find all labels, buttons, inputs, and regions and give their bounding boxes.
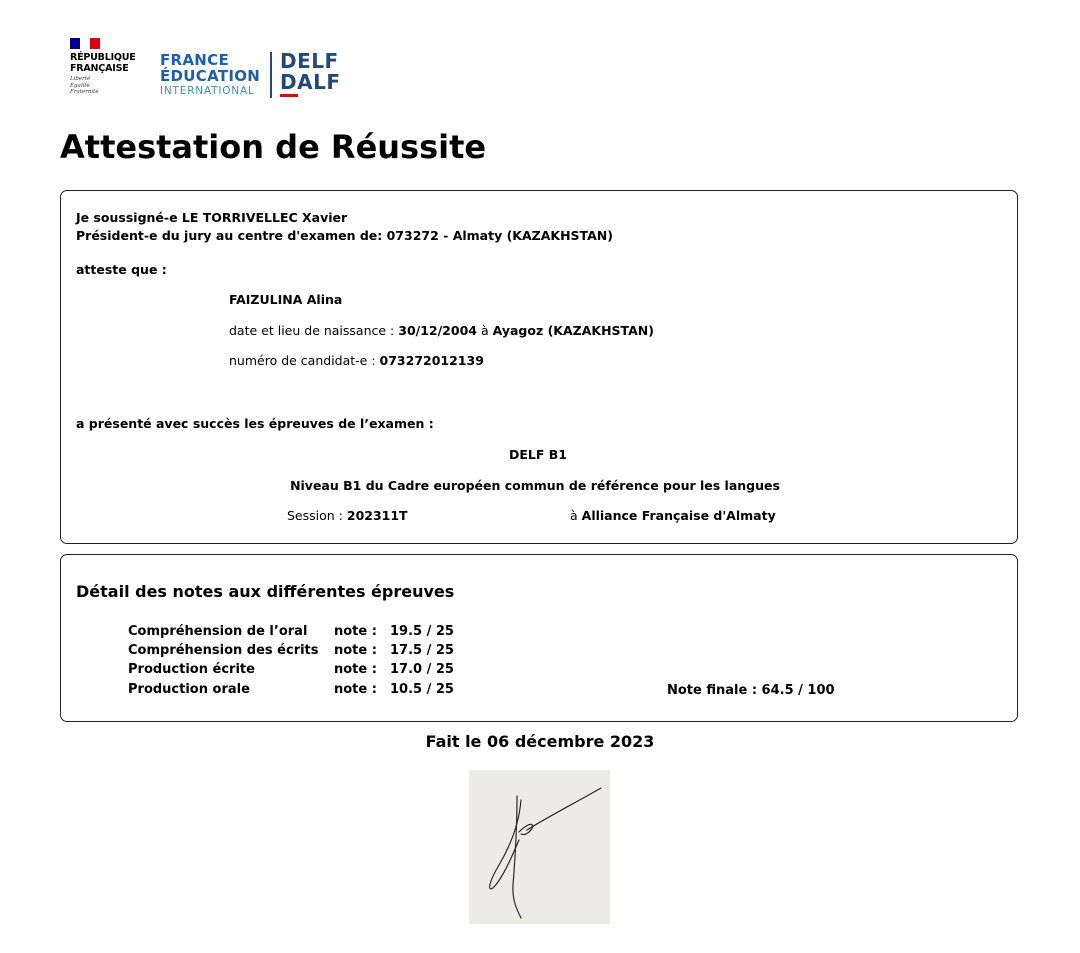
birth-date: 30/12/2004 — [398, 323, 477, 338]
birth-label: date et lieu de naissance : — [229, 323, 395, 338]
score-note-label: note : — [334, 624, 377, 639]
french-flag-icon — [70, 38, 100, 49]
place-value: Alliance Française d'Almaty — [581, 508, 776, 523]
fei-line2: ÉDUCATION — [160, 67, 261, 85]
delf-dalf-logo — [280, 51, 350, 101]
candidate-name: FAIZULINA Alina — [229, 292, 343, 307]
rf-motto — [70, 76, 99, 96]
score-label-written-comprehension: Compréhension des écrits — [128, 643, 319, 658]
rf-motto-line: Fraternité — [70, 89, 99, 95]
score-value-written-comprehension: 17.5 / 25 — [390, 643, 454, 658]
final-score: Note finale : 64.5 / 100 — [667, 683, 835, 698]
session-label: Session : — [287, 508, 343, 523]
score-note-label: note : — [334, 643, 377, 658]
president-line: Président-e du jury au centre d'examen de: 073272 - Almaty (KAZAKHSTAN) — [76, 228, 613, 243]
delf-accent-bar — [280, 94, 298, 97]
place-connector: à — [570, 508, 578, 523]
atteste-label: atteste que : — [76, 262, 167, 277]
candidate-number-line — [229, 353, 484, 369]
rf-name-line1: RÉPUBLIQUE — [70, 52, 136, 63]
rf-name — [70, 52, 136, 74]
session-line — [287, 508, 408, 524]
flag-red-band — [90, 38, 100, 49]
delf-text: DELF — [280, 49, 339, 73]
exam-name: DELF B1 — [509, 447, 567, 462]
page-title: Attestation de Réussite — [60, 128, 487, 166]
rf-motto-line: Liberté — [70, 76, 91, 82]
score-label-oral-production: Production orale — [128, 682, 250, 697]
dalf-text: DALF — [280, 70, 341, 94]
rf-motto-line: Égalité — [70, 82, 90, 89]
flag-blue-band — [70, 38, 80, 49]
fei-line1: FRANCE — [160, 51, 230, 69]
exam-place-line — [570, 508, 776, 524]
fei-line3: INTERNATIONAL — [160, 85, 255, 97]
republique-francaise-logo — [70, 38, 150, 102]
score-note-label: note : — [334, 662, 377, 677]
scores-title: Détail des notes aux différentes épreuves — [76, 582, 455, 601]
session-value: 202311T — [346, 508, 408, 523]
score-note-label: note : — [334, 682, 377, 697]
score-label-oral-comprehension: Compréhension de l’oral — [128, 624, 308, 639]
score-value-written-production: 17.0 / 25 — [390, 662, 454, 677]
score-value-oral-production: 10.5 / 25 — [390, 682, 454, 697]
signer-line: Je soussigné-e LE TORRIVELLEC Xavier — [76, 210, 348, 225]
date-line: Fait le 06 décembre 2023 — [425, 732, 655, 751]
presented-line: a présenté avec succès les épreuves de l’examen : — [76, 416, 434, 431]
logo-divider — [270, 52, 272, 98]
signature-stroke-icon — [469, 770, 610, 924]
birth-line — [229, 323, 654, 339]
score-label-written-production: Production écrite — [128, 662, 255, 677]
score-value-oral-comprehension: 19.5 / 25 — [390, 624, 454, 639]
rf-name-line2: FRANÇAISE — [70, 63, 129, 74]
flag-white-band — [80, 38, 90, 49]
france-education-international-logo — [160, 52, 270, 100]
candidate-number: 073272012139 — [379, 353, 484, 368]
birth-place: Ayagoz (KAZAKHSTAN) — [492, 323, 654, 338]
candidate-number-label: numéro de candidat-e : — [229, 353, 376, 368]
birth-connector: à — [480, 323, 489, 338]
signature-image — [469, 770, 610, 924]
level-line: Niveau B1 du Cadre européen commun de référence pour les langues — [290, 478, 780, 493]
